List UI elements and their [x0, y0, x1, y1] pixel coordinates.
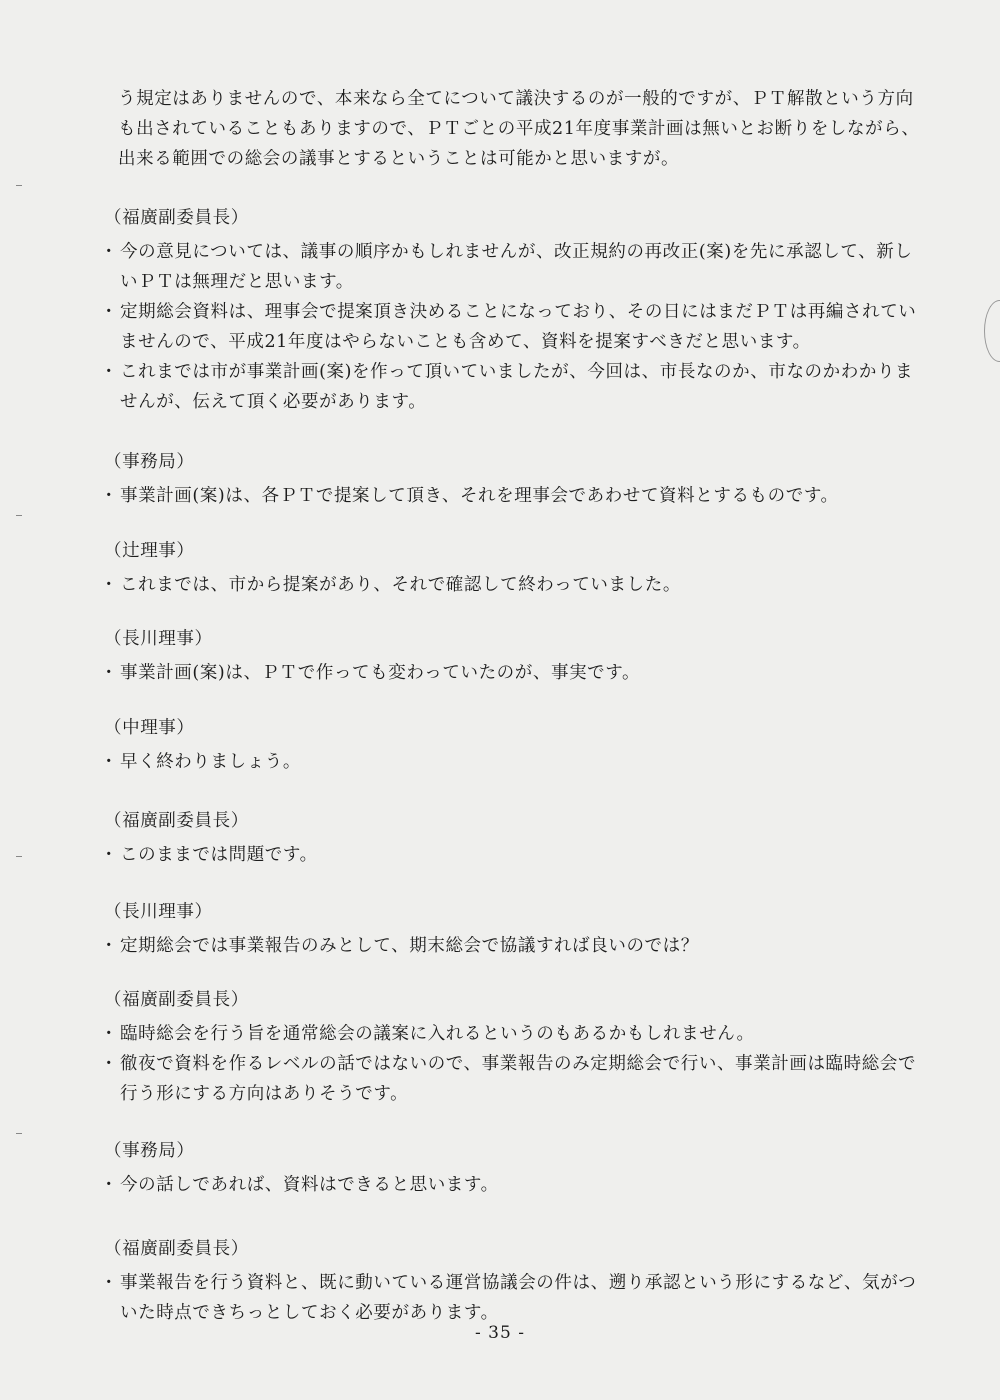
bullet-item: ・ 定期総会では事業報告のみとして、期末総会で協議すれば良いのでは？ [100, 931, 930, 961]
bullet-mark: ・ [100, 486, 119, 506]
speaker-label: （辻理事） [104, 541, 195, 561]
bullet-mark: ・ [100, 1054, 119, 1074]
speaker-block [100, 447, 930, 511]
opening-line: う規定はありませんので、本来なら全てについて議決するのが一般的ですが、ＰＴ解散という方向 [118, 89, 914, 109]
speaker-label: （長川理事） [104, 629, 213, 649]
speaker-label: （福廣副委員長） [104, 811, 249, 831]
bullet-item: ・ 定期総会資料は、理事会で提案頂き決めることになっており、その日にはまだＰＴは再編されてい ませんので、平成21年度はやらないことも含めて、資料を提案すべきだと思います。 [100, 297, 930, 357]
bullet-mark: ・ [100, 1175, 119, 1195]
speaker-block [100, 897, 930, 961]
margin-mark [16, 856, 22, 857]
speaker-block [100, 1136, 930, 1200]
speaker-label: （福廣副委員長） [104, 208, 249, 228]
speaker-label: （長川理事） [104, 902, 213, 922]
bullet-mark: ・ [100, 845, 119, 865]
bullet-item: ・ 徹夜で資料を作るレベルの話ではないので、事業報告のみ定期総会で行い、事業計画は臨時総会で 行う形にする方向はありそうです。 [100, 1049, 930, 1109]
bullet-item: ・ このままでは問題です。 [100, 840, 930, 870]
bullet-item: ・ これまでは、市から提案があり、それで確認して終わっていました。 [100, 570, 930, 600]
margin-mark [16, 515, 22, 516]
speaker-block [100, 985, 930, 1109]
margin-mark [16, 185, 22, 186]
speaker-label: （福廣副委員長） [104, 1239, 249, 1259]
speaker-label: （中理事） [104, 718, 195, 738]
bullet-mark: ・ [100, 1024, 119, 1044]
margin-mark [16, 1133, 22, 1134]
opening-line: 出来る範囲での総会の議事とするということは可能かと思いますが。 [118, 149, 680, 169]
speaker-block [100, 624, 930, 688]
bullet-item: ・ 事業計画(案)は、ＰＴで作っても変わっていたのが、事実です。 [100, 658, 930, 688]
speaker-block [100, 713, 930, 777]
bullet-mark: ・ [100, 663, 119, 683]
speaker-block [100, 536, 930, 600]
bullet-mark: ・ [100, 752, 119, 772]
page-number: - 35 - [475, 1323, 525, 1343]
bullet-item: ・ 早く終わりましょう。 [100, 747, 930, 777]
opening-line: も出されていることもありますので、ＰＴごとの平成21年度事業計画は無いとお断りをしながら、 [118, 119, 920, 139]
bullet-mark: ・ [100, 936, 119, 956]
bullet-item: ・ 事業計画(案)は、各ＰＴで提案して頂き、それを理事会であわせて資料とするものです。 [100, 481, 930, 511]
bullet-item: ・ 今の意見については、議事の順序かもしれませんが、改正規約の再改正(案)を先に承認して、新し いＰＴは無理だと思います。 [100, 237, 930, 297]
bullet-mark: ・ [100, 242, 119, 262]
speaker-label: （事務局） [104, 1141, 195, 1161]
bullet-mark: ・ [100, 362, 119, 382]
bullet-mark: ・ [100, 1273, 119, 1293]
opening-paragraph [118, 84, 926, 174]
bullet-mark: ・ [100, 575, 119, 595]
page-edge-curve [984, 300, 1000, 362]
speaker-block [100, 203, 930, 417]
speaker-label: （福廣副委員長） [104, 990, 249, 1010]
bullet-item: ・ これまでは市が事業計画(案)を作って頂いていましたが、今回は、市長なのか、市なのかわかりま せんが、伝えて頂く必要があります。 [100, 357, 930, 417]
bullet-item: ・ 事業報告を行う資料と、既に動いている運営協議会の件は、遡り承認という形にするなど、気がつ いた時点できちっとしておく必要があります。 [100, 1268, 930, 1328]
bullet-mark: ・ [100, 302, 119, 322]
speaker-block [100, 806, 930, 870]
bullet-item: ・ 臨時総会を行う旨を通常総会の議案に入れるというのもあるかもしれません。 [100, 1019, 930, 1049]
speaker-block [100, 1234, 930, 1328]
speaker-label: （事務局） [104, 452, 195, 472]
bullet-item: ・ 今の話しであれば、資料はできると思います。 [100, 1170, 930, 1200]
